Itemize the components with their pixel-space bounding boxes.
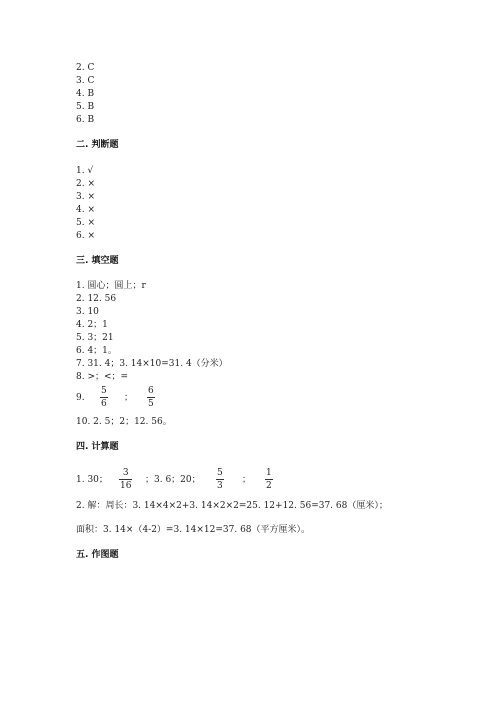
answer-line: 1. 圆心；圆上；r — [76, 281, 146, 291]
answer-line: 8. >；<；= — [76, 372, 129, 382]
fraction — [265, 468, 273, 491]
fraction-bar — [100, 397, 108, 398]
fraction-denominator: 3 — [217, 481, 223, 491]
fraction-denominator: 5 — [148, 399, 154, 409]
answer-label: 9. — [76, 393, 85, 403]
answer-line: 2. 12. 56 — [76, 294, 117, 304]
answer-line: 6. × — [76, 231, 95, 241]
answer-label: 1. 30； — [76, 475, 108, 485]
answer-line: 6. 4；1。 — [76, 346, 117, 356]
fraction-numerator: 5 — [217, 468, 223, 478]
fraction-numerator: 6 — [148, 386, 154, 396]
fraction — [119, 468, 132, 491]
section-heading-fill-blank: 三. 填空题 — [76, 256, 119, 266]
answer-line: 6. B — [76, 115, 95, 125]
answer-line: 5. 3；21 — [76, 333, 114, 343]
answer-line: 5. B — [76, 102, 95, 112]
fraction-numerator: 1 — [266, 468, 272, 478]
fraction-bar — [216, 479, 224, 480]
answer-line: 3. C — [76, 76, 95, 86]
fraction — [216, 468, 224, 491]
fraction — [100, 386, 108, 409]
answer-line: 1. √ — [76, 166, 94, 176]
fraction-bar — [265, 479, 273, 480]
section-heading-judgement: 二. 判断题 — [76, 140, 119, 150]
separator: ； — [124, 393, 134, 403]
answer-line: 5. × — [76, 218, 95, 228]
answer-line: 3. × — [76, 192, 95, 202]
answer-line: 面积：3. 14×（4-2）=3. 14×12=37. 68（平方厘米）。 — [76, 525, 311, 535]
fraction-bar — [119, 479, 132, 480]
answer-line: 4. B — [76, 89, 95, 99]
separator: ； — [242, 475, 252, 485]
fraction-denominator: 16 — [120, 481, 132, 491]
fraction — [147, 386, 155, 409]
answer-line: 2. 解：周长：3. 14×4×2+3. 14×2×2=25. 12+12. 56=37. 68（厘米）； — [76, 501, 388, 511]
fraction-denominator: 2 — [266, 481, 272, 491]
answer-text: ；3. 6；20； — [145, 475, 201, 485]
answer-line: 2. C — [76, 63, 95, 73]
section-heading-calculation: 四. 计算题 — [76, 442, 119, 452]
answer-line: 2. × — [76, 179, 95, 189]
fraction-numerator: 3 — [122, 468, 129, 478]
fraction-denominator: 6 — [101, 399, 107, 409]
answer-line: 10. 2. 5；2；12. 56。 — [76, 417, 172, 427]
fraction-bar — [147, 397, 155, 398]
fraction-numerator: 5 — [101, 386, 107, 396]
answer-line: 4. 2；1 — [76, 320, 108, 330]
answer-line: 7. 31. 4；3. 14×10=31. 4（分米） — [76, 359, 228, 369]
section-heading-drawing: 五. 作图题 — [76, 550, 119, 560]
answer-line: 3. 10 — [76, 307, 99, 317]
answer-line: 4. × — [76, 205, 95, 215]
